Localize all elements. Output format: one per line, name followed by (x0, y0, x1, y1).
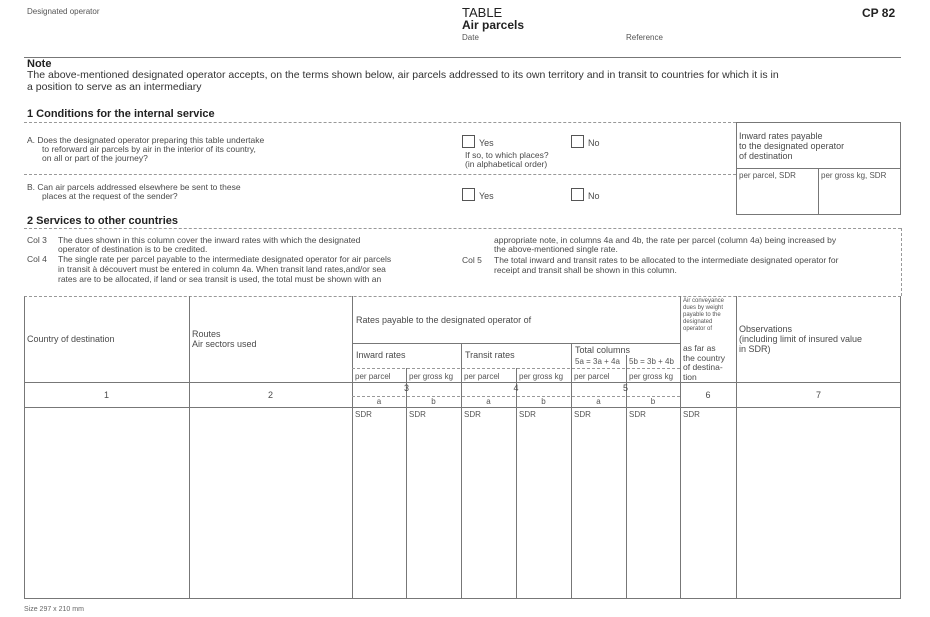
col5-label: Col 5 (462, 255, 482, 265)
per-parcel-4a: per parcel (464, 372, 500, 381)
question-b-line1: B. Can air parcels addressed elsewhere be sent to these (27, 182, 241, 192)
question-b-line2: places at the request of the sender? (42, 191, 178, 201)
inward-per-parcel-field[interactable] (739, 181, 815, 213)
question-b-no-label: No (588, 191, 600, 201)
sdr-unit-4a: SDR (464, 410, 481, 419)
table-label: TABLE (462, 5, 503, 20)
sdr-unit-5b: SDR (629, 410, 646, 419)
observations-line3: in SDR) (739, 344, 771, 354)
section2-title: 2 Services to other countries (27, 215, 178, 227)
col-number-1: 1 (103, 390, 109, 400)
question-b-yes-label: Yes (479, 191, 494, 201)
form-title: Air parcels (462, 18, 525, 32)
note-text-line2: a position to serve as an intermediary (27, 81, 202, 93)
air-conveyance-line3: payable to the (683, 312, 721, 318)
inward-rates-header: Inward rates (356, 350, 406, 360)
question-a-line1: A. Does the designated operator preparing this table undertake (27, 135, 265, 145)
as-far-line3: of destina- (683, 362, 723, 372)
question-a-yes-label: Yes (479, 138, 494, 148)
col-3b-letter: b (431, 397, 436, 406)
col-3a-letter: a (376, 397, 382, 406)
formula-5a: 5a = 3a + 4a (575, 357, 620, 366)
as-far-line2: the country (683, 352, 726, 363)
air-conveyance-line4: designated (683, 319, 713, 325)
col-number-4: 4 (513, 383, 519, 393)
question-a-sub1: If so, to which places? (465, 150, 549, 160)
question-a-sub2: (in alphabetical order) (465, 159, 548, 169)
question-a-line3: on all or part of the journey? (42, 153, 148, 163)
sdr-unit-3a: SDR (355, 410, 372, 419)
col3-label: Col 3 (27, 235, 47, 245)
col-5a-letter: a (596, 397, 601, 406)
per-parcel-5a: per parcel (574, 372, 610, 381)
col-number-5: 5 (622, 383, 628, 393)
transit-rates-header: Transit rates (465, 350, 515, 360)
col4-cont-line2: the above-mentioned single rate. (494, 244, 618, 254)
col-number-2: 2 (267, 390, 273, 400)
question-b-no-checkbox[interactable] (571, 188, 584, 201)
sdr-unit-6: SDR (683, 410, 700, 419)
sdr-unit-5a: SDR (574, 410, 591, 419)
col4-label: Col 4 (27, 254, 47, 264)
question-a-no-checkbox[interactable] (571, 135, 584, 148)
section1-title: 1 Conditions for the internal service (27, 108, 215, 120)
inward-rates-line1: Inward rates payable (739, 131, 823, 141)
col-4a-letter: a (486, 397, 491, 406)
form-code: CP 82 (862, 6, 896, 20)
air-conveyance-header (683, 298, 724, 333)
sdr-unit-4b: SDR (519, 410, 536, 419)
country-of-destination-header: Country of destination (27, 334, 115, 344)
col3-line1: The dues shown in this column cover the inward rates with which the designated (58, 235, 361, 245)
as-far-line4: tion (683, 371, 697, 382)
air-conveyance-line2: dues by weight (683, 305, 724, 311)
inward-per-parcel-label: per parcel, SDR (739, 171, 796, 180)
col4-line1: The single rate per parcel payable to the intermediate designated operator for air parcels (58, 254, 392, 264)
total-columns-header: Total columns (575, 345, 631, 355)
col-5b-letter: b (650, 397, 656, 406)
table-entry-area[interactable] (25, 420, 900, 598)
per-gross-kg-4b: per gross kg (519, 372, 564, 381)
col5-line2: receipt and transit shall be shown in this column. (494, 265, 677, 275)
sdr-unit-3b: SDR (409, 410, 426, 419)
inward-rates-line2: to the designated operator (739, 141, 845, 151)
col4-line2: in transit à découvert must be entered in column 4a. When transit land rates,and/or sea (58, 264, 386, 274)
reference-label: Reference (626, 33, 663, 42)
section1-mid-rule (24, 174, 736, 175)
per-gross-kg-5b: per gross kg (629, 372, 674, 381)
date-label: Date (462, 33, 479, 42)
air-conveyance-line1: Air conveyance (683, 298, 725, 304)
col-number-3: 3 (403, 383, 409, 393)
as-far-as-header (683, 344, 725, 382)
section1-top-rule (24, 122, 736, 123)
question-b-yes-checkbox[interactable] (462, 188, 475, 201)
question-a-line2: to reforward air parcels by air in the interior of its country, (42, 144, 256, 154)
observations-header (739, 324, 862, 354)
section2-right-rule (901, 228, 902, 296)
inward-per-gross-field[interactable] (821, 181, 899, 213)
number-row-bottom-rule (24, 407, 901, 408)
formula-5b: 5b = 3b + 4b (629, 357, 674, 366)
air-conveyance-line5: operator of (683, 326, 713, 332)
designated-operator-label: Designated operator (27, 7, 100, 16)
per-gross-kg-3b: per gross kg (409, 372, 454, 381)
col-number-6: 6 (705, 390, 711, 400)
as-far-line1: as far as (683, 343, 716, 353)
per-parcel-3a: per parcel (355, 372, 391, 381)
header-rule (24, 57, 901, 58)
inward-per-gross-label: per gross kg, SDR (821, 171, 887, 180)
routes-header: Routes (192, 329, 221, 339)
col4-cont-line1: appropriate note, in columns 4a and 4b, the rate per parcel (column 4a) being increased by (494, 235, 837, 245)
col-4b-letter: b (541, 397, 546, 406)
observations-line2: (including limit of insured value (739, 334, 863, 344)
col4-line3: rates are to be allocated, if land or sea transit is used, the total must be shown with an (58, 274, 382, 284)
observations-line1: Observations (739, 324, 793, 334)
note-text-line1: The above-mentioned designated operator accepts, on the terms shown below, air parcels addressed to its own territory and in transit to countries for which it is in (27, 69, 779, 81)
air-sectors-header: Air sectors used (192, 339, 257, 349)
rates-payable-header: Rates payable to the designated operator of (356, 315, 532, 325)
col5-line1: The total inward and transit rates to be allocated to the intermediate designated operator for (494, 255, 839, 265)
col-number-7: 7 (815, 390, 821, 400)
question-a-no-label: No (588, 138, 600, 148)
col3-line2: operator of destination is to be credited. (58, 244, 208, 254)
size-label: Size 297 x 210 mm (24, 606, 84, 613)
question-a-yes-checkbox[interactable] (462, 135, 475, 148)
note-title: Note (27, 58, 52, 70)
inward-rates-line3: of destination (739, 151, 793, 161)
section2-top-rule (24, 228, 901, 229)
inward-rates-vdivider (818, 168, 819, 215)
rates-subheader-rule (352, 343, 680, 344)
